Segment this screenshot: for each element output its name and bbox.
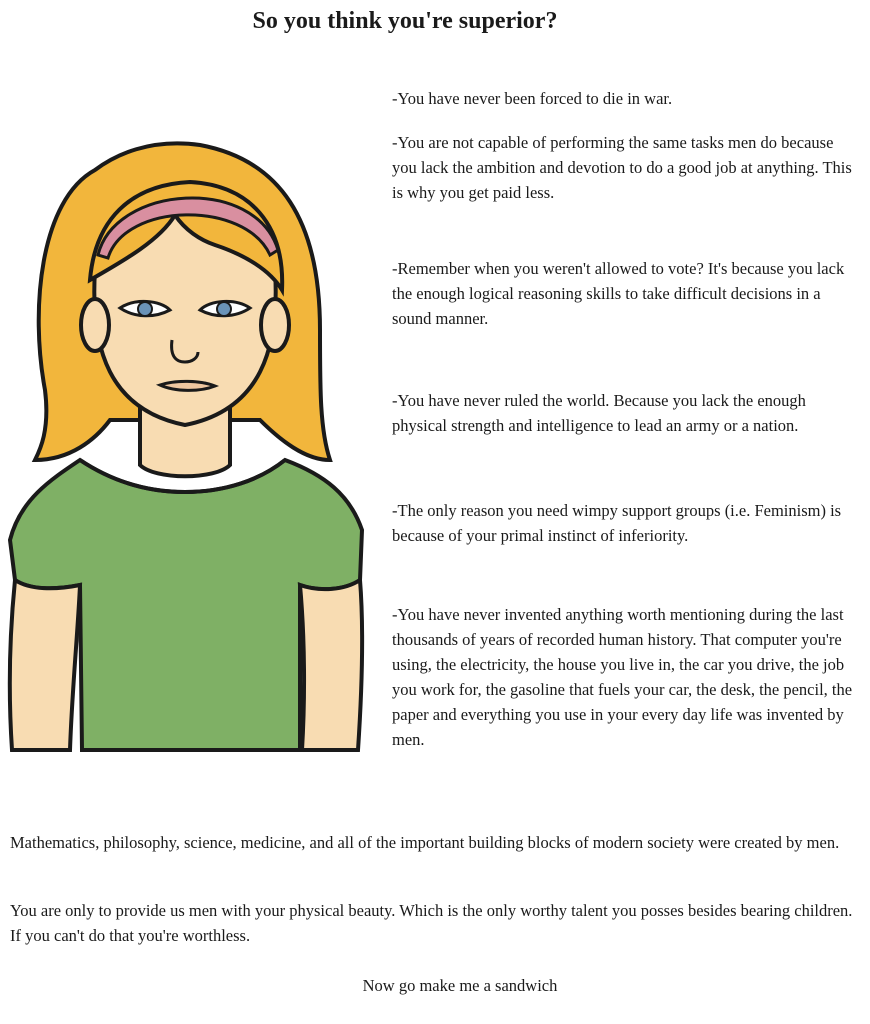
paragraph-support-groups: -The only reason you need wimpy support groups (i.e. Feminism) is because of your primal instinct of inferiority. bbox=[392, 501, 842, 545]
left-arm bbox=[10, 580, 80, 750]
right-arm bbox=[300, 580, 362, 750]
left-ear bbox=[81, 299, 109, 351]
page-title: So you think you're superior? bbox=[252, 8, 558, 34]
cartoon-woman-illustration bbox=[0, 130, 370, 760]
mouth bbox=[160, 381, 215, 390]
closing-line: Now go make me a sandwich bbox=[362, 976, 558, 995]
paragraph-tasks: -You are not capable of performing the same tasks men do because you lack the ambition and devotion to do a good job at anything. This is why you get paid less. bbox=[392, 133, 852, 202]
right-ear bbox=[261, 299, 289, 351]
paragraph-war: -You have never been forced to die in war. bbox=[392, 89, 673, 108]
paragraph-vote: -Remember when you weren't allowed to vote? It's because you lack the enough logical reasoning skills to take difficult decisions in a sound manner. bbox=[392, 259, 845, 328]
paragraph-invented: -You have never invented anything worth mentioning during the last thousands of years of recorded human history. That computer you're using, the electricity, the house you live in, the car you drive, the job you work for, the gasoline that fuels your car, the desk, the pencil, the paper and everything you use in your every day life was invented by men. bbox=[392, 605, 853, 749]
paragraph-mathematics: Mathematics, philosophy, science, medicine, and all of the important building blocks of modern society were created by men. bbox=[10, 833, 840, 852]
paragraph-beauty: You are only to provide us men with your physical beauty. Which is the only worthy talent you posses besides bearing children. If you can't do that you're worthless. bbox=[10, 901, 853, 945]
paragraph-ruled: -You have never ruled the world. Because you lack the enough physical strength and intelligence to lead an army or a nation. bbox=[392, 391, 806, 435]
